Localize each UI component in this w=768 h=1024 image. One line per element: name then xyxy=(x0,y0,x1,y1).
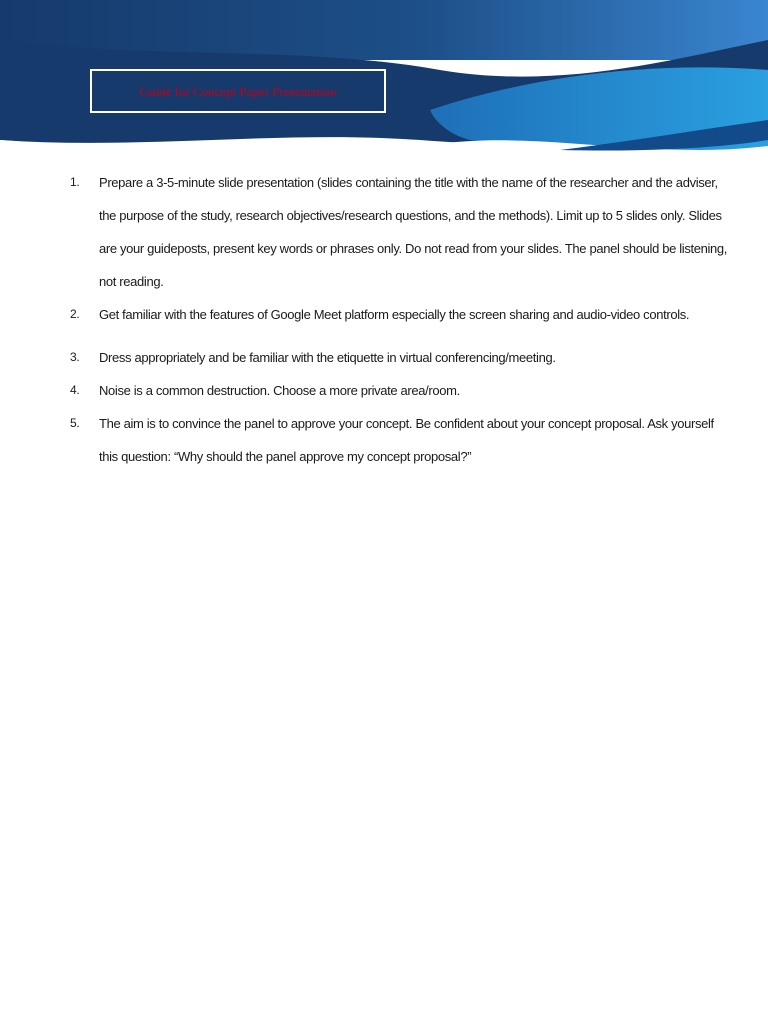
list-item-number: 4. xyxy=(70,383,80,397)
list-item xyxy=(70,166,730,298)
page-title: Guide for Concept Paper Presentation xyxy=(139,83,337,99)
list-item-text: Get familiar with the features of Google Meet platform especially the screen sharing and audio-video controls. xyxy=(99,307,690,322)
list-item xyxy=(70,298,730,331)
list-item-number: 3. xyxy=(70,350,80,364)
list-item-text: Prepare a 3-5-minute slide presentation (slides containing the title with the name of the researcher and the adviser, the purpose of the study, research objectives/research questions, and the methods). Limit up to 5 slides only. Slides are your guideposts, present key words or phrases only. Do not read from your slides. The panel should be listening, not reading. xyxy=(99,175,728,289)
list-item-number: 2. xyxy=(70,307,80,321)
list-item-number: 5. xyxy=(70,416,80,430)
title-box xyxy=(90,69,386,113)
list-item-text: Dress appropriately and be familiar with the etiquette in virtual conferencing/meeting. xyxy=(99,350,556,365)
list-item xyxy=(70,374,730,407)
guide-list xyxy=(70,166,730,473)
list-item xyxy=(70,407,730,473)
list-item xyxy=(70,341,730,374)
list-item-number: 1. xyxy=(70,175,80,189)
list-item-text: The aim is to convince the panel to approve your concept. Be confident about your concept proposal. Ask yourself this question: “Why should the panel approve my concept proposal?” xyxy=(99,416,714,464)
list-item-text: Noise is a common destruction. Choose a more private area/room. xyxy=(99,383,460,398)
